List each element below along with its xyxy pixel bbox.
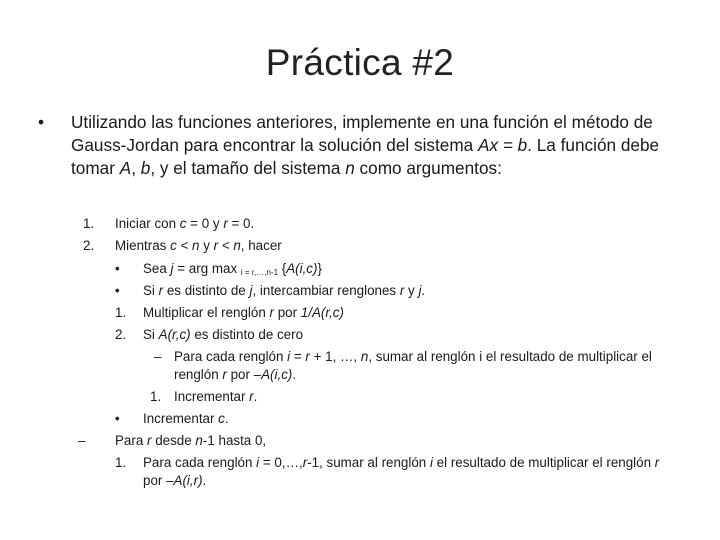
text-run: es distinto de cero [190,327,304,342]
step-marker: 2. [115,327,127,342]
text-run: r [305,349,310,364]
text-run: n [345,158,355,178]
text-run: j [249,283,253,298]
text-run: . [224,411,229,426]
text-run: Multiplicar el renglón [143,305,270,320]
text-run: , intercambiar renglones [252,283,400,298]
text-run: = 0 y [186,216,224,231]
step-line [115,215,254,232]
text-run: -1, sumar al renglón [307,455,430,470]
text-run: i [287,349,291,364]
text-run: desde [151,433,196,448]
text-run: Si [143,327,159,342]
step-line [115,432,266,449]
text-run: por [274,305,301,320]
main-bullet-text [71,111,704,180]
text-run: A(i,c) [286,261,318,276]
text-run: c [179,216,187,231]
text-run: j [418,283,422,298]
text-run: n [195,433,203,448]
text-run: Sea [143,261,171,276]
text-run: Incrementar [174,389,250,404]
bullet-marker: • [38,112,45,132]
text-run: r [158,283,164,298]
text-run: Utilizando las funciones anteriores, implemente en una función el método de Gauss-Jordan para encontrar la solución del sistema [71,112,653,155]
text-run: c [218,411,225,426]
step-marker: • [115,411,120,426]
text-run: c < n [170,238,200,253]
text-run: . [253,389,258,404]
step-marker: • [115,283,120,298]
text-run: r [654,455,660,470]
step-line [143,304,344,321]
step-line [174,366,296,383]
step-line [143,454,659,471]
step-marker: 2. [83,238,95,253]
text-run: renglón [174,367,223,382]
text-run: { [278,261,287,276]
text-run: A(i,c) [261,367,293,382]
text-run: r [147,433,152,448]
step-line [143,472,206,489]
text-run: r [399,283,405,298]
step-marker: 1. [150,389,162,404]
step-line [115,237,282,254]
main-bullet [38,111,704,180]
text-run: r [249,389,254,404]
step-line [174,388,257,405]
text-run: . [202,473,207,488]
text-run: j [170,261,174,276]
text-run: } [317,261,322,276]
text-run: el resultado de multiplicar el renglón [432,455,655,470]
text-run: . [292,367,297,382]
text-run: r [269,305,274,320]
text-run: r [302,455,308,470]
text-run: por – [143,473,174,488]
text-run: r [223,216,228,231]
step-line [174,348,652,365]
slide-title: Práctica #2 [265,42,455,83]
text-run: . [421,283,426,298]
text-run: , [131,158,141,178]
text-run: Para cada renglón [174,349,288,364]
text-run: , sumar al renglón i el resultado de multiplicar el [368,349,652,364]
step-marker: 1. [83,216,95,231]
text-run: por – [226,367,262,382]
text-run: = [290,349,306,364]
text-run: y [404,283,419,298]
text-run: A(i,r) [173,473,203,488]
text-run: i [256,455,260,470]
text-run: , hacer [240,238,282,253]
text-run: . La función debe tomar [71,135,660,178]
text-run: como argumentos: [354,158,502,178]
text-run: r [222,367,227,382]
step-line [143,260,322,281]
text-run: Para cada renglón [143,455,257,470]
text-run: = 0. [227,216,255,231]
text-run: n [360,349,369,364]
step-marker: • [115,261,120,276]
text-run: A(r,c) [158,327,191,342]
text-run: + 1, …, [309,349,361,364]
text-run: = arg max [173,261,241,276]
step-marker: – [154,349,162,364]
text-run: 1/A(r,c) [300,305,344,320]
text-run: A [119,158,132,178]
text-run: Para [115,433,148,448]
text-run: -1 hasta 0, [202,433,267,448]
text-run: = 0,…, [259,455,303,470]
text-run: Ax = b [477,135,528,155]
text-run: i = r,…,n-1 [240,268,279,277]
text-run: Si [143,283,159,298]
text-run: , y el tamaño del sistema [150,158,346,178]
step-marker: 1. [115,455,127,470]
step-line [143,326,303,343]
text-run: i [429,455,433,470]
text-run: Incrementar [143,411,219,426]
text-run: y [199,238,214,253]
text-run: b [140,158,151,178]
step-line [143,282,425,299]
text-run: Iniciar con [115,216,180,231]
text-run: Mientras [115,238,171,253]
text-run: r < n [213,238,241,253]
step-line [143,410,229,427]
text-run: es distinto de [163,283,250,298]
step-marker: 1. [115,305,127,320]
step-marker: – [78,433,86,448]
